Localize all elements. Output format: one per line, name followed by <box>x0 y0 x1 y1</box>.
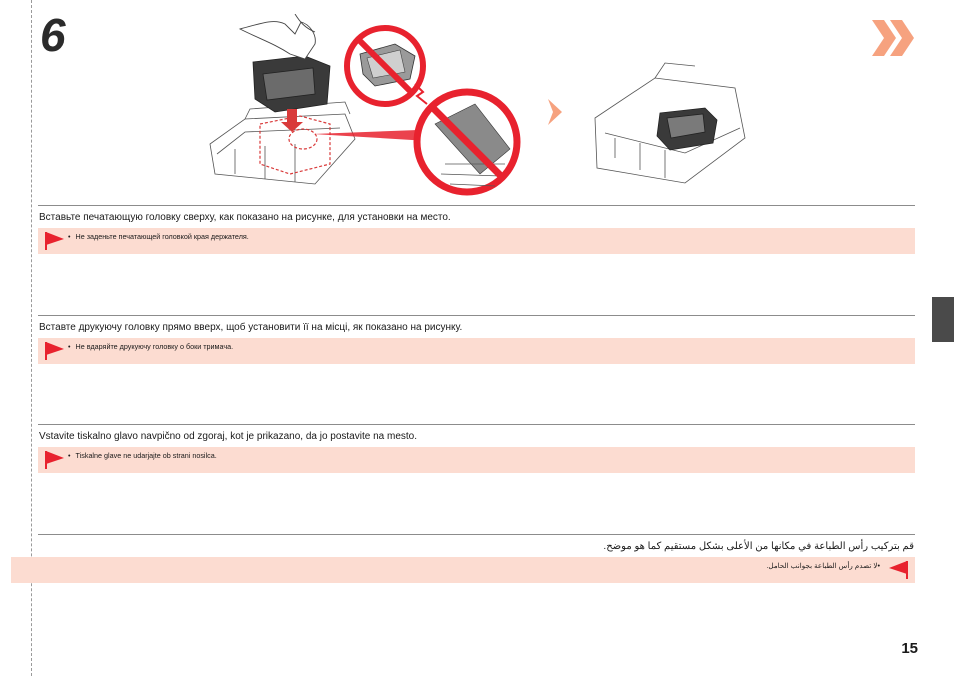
hand-sketch <box>240 14 315 59</box>
caution-note: • Не заденьте печатающей головкой края держателя. <box>68 232 249 241</box>
caution-note: • Не вдаряйте друкуючу головку о боки тримача. <box>68 342 234 351</box>
section-tab <box>932 297 954 342</box>
caution-text: Tiskalne glave ne udarjajte ob strani nosilca. <box>75 451 217 460</box>
caution-text: لا تصدم رأس الطباعة بجوانب الحامل. <box>766 561 878 570</box>
red-flag-icon <box>44 232 66 250</box>
red-flag-icon <box>44 342 66 360</box>
caution-box-russian <box>38 228 915 254</box>
installed-print-head-illustration <box>585 58 750 190</box>
installed-head <box>657 108 717 150</box>
instruction-text: Вставьте печатающую головку сверху, как показано на рисунке, для установки на место. <box>39 212 451 223</box>
section-ukrainian <box>38 315 915 334</box>
instruction-text: Vstavite tiskalno glavo navpično od zgoraj, kot je prikazano, da jo postavite na mesto. <box>39 431 417 442</box>
caution-note: •لا تصدم رأس الطباعة بجوانب الحامل. <box>766 561 880 570</box>
prohibited-callout-bottom <box>417 92 517 192</box>
caution-box-slovenian <box>38 447 915 473</box>
caution-note: • Tiskalne glave ne udarjajte ob strani nosilca. <box>68 451 217 460</box>
red-flag-icon <box>44 451 66 469</box>
section-slovenian <box>38 424 915 443</box>
prohibited-callout-top <box>347 28 427 104</box>
section-russian <box>38 205 915 224</box>
print-head <box>253 56 330 112</box>
caution-text: Не заденьте печатающей головкой края держателя. <box>75 232 249 241</box>
section-arabic <box>38 534 915 553</box>
down-arrow <box>281 109 303 132</box>
caution-text: Не вдаряйте друкуючу головку о боки тримача. <box>75 342 234 351</box>
double-chevron-right-icon <box>870 18 918 58</box>
print-head-insertion-illustration <box>205 14 525 199</box>
page-number: 15 <box>901 640 918 657</box>
instruction-text: قم بتركيب رأس الطباعة في مكانها من الأعلى بشكل مستقيم كما هو موضح. <box>603 541 914 552</box>
instruction-text: Вставте друкуючу головку прямо вверх, щоб установити її на місці, як показано на рисунку. <box>39 322 463 333</box>
caution-box-ukrainian <box>38 338 915 364</box>
caution-box-arabic <box>11 557 915 583</box>
red-flag-icon <box>887 561 909 579</box>
chevron-right-icon <box>546 98 564 126</box>
step-number: 6 <box>40 9 66 61</box>
